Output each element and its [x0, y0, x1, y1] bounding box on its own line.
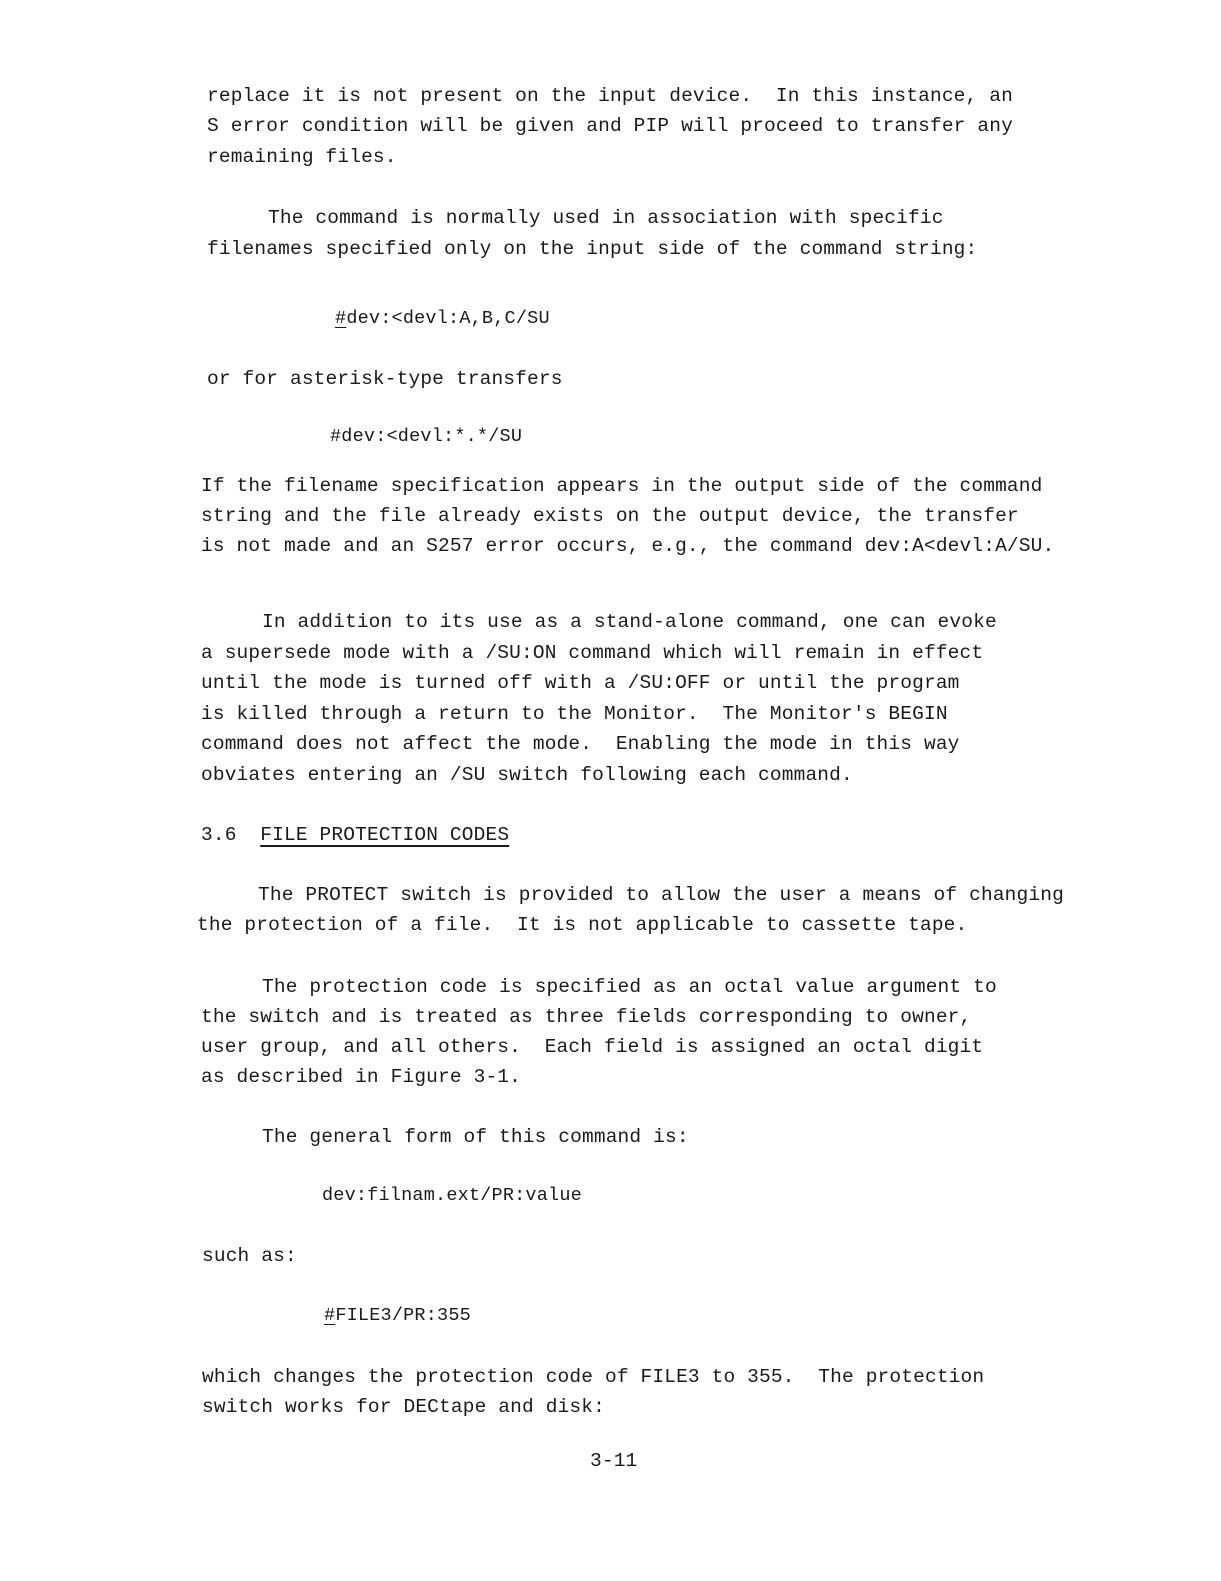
section-heading [201, 820, 509, 850]
command-text: FILE3/PR:355 [335, 1305, 471, 1326]
paragraph-line: string and the file already exists on the output device, the transfer [201, 505, 1019, 527]
paragraph-line: filenames specified only on the input side of the command string: [207, 238, 978, 260]
paragraph-line: until the mode is turned off with a /SU:OFF or until the program [201, 672, 960, 694]
paragraph-line: S error condition will be given and PIP will proceed to transfer any [207, 115, 1013, 137]
command-text: dev:<devl:A,B,C/SU [346, 308, 550, 329]
paragraph-line: is not made and an S257 error occurs, e.g., the command dev:A<devl:A/SU. [201, 535, 1055, 557]
paragraph-line: is killed through a return to the Monitor. The Monitor's BEGIN [201, 703, 948, 725]
page-number: 3-11 [590, 1450, 638, 1472]
paragraph-line: replace it is not present on the input device. In this instance, an [207, 85, 1013, 107]
paragraph-line: obviates entering an /SU switch following each command. [201, 764, 853, 786]
command-example: dev:filnam.ext/PR:value [322, 1185, 582, 1206]
paragraph-line: The PROTECT switch is provided to allow the user a means of changing [258, 884, 1064, 906]
command-example: #dev:<devl:*.*/SU [330, 426, 523, 447]
paragraph-line: The general form of this command is: [262, 1126, 689, 1148]
prompt-symbol: # [335, 308, 347, 329]
section-title: FILE PROTECTION CODES [260, 824, 510, 846]
paragraph-line: the protection of a file. It is not applicable to cassette tape. [197, 914, 968, 936]
paragraph-line: switch works for DECtape and disk: [202, 1396, 605, 1418]
paragraph-line: If the filename specification appears in the output side of the command [201, 475, 1043, 497]
paragraph-line: which changes the protection code of FILE3 to 355. The protection [202, 1366, 985, 1388]
command-example [324, 1301, 471, 1331]
paragraph-line: remaining files. [207, 146, 397, 168]
paragraph-line: the switch and is treated as three fields corresponding to owner, [201, 1006, 972, 1028]
paragraph-line: a supersede mode with a /SU:ON command which will remain in effect [201, 642, 984, 664]
paragraph-line: such as: [202, 1245, 297, 1267]
paragraph-line: user group, and all others. Each field is assigned an octal digit [201, 1036, 984, 1058]
paragraph-line: command does not affect the mode. Enabling the mode in this way [201, 733, 960, 755]
paragraph-line: In addition to its use as a stand-alone command, one can evoke [262, 611, 997, 633]
paragraph-line: The command is normally used in association with specific [268, 207, 944, 229]
paragraph-line: or for asterisk-type transfers [207, 368, 563, 390]
paragraph-line: as described in Figure 3-1. [201, 1066, 522, 1088]
paragraph-line: The protection code is specified as an octal value argument to [262, 976, 997, 998]
command-example [335, 304, 550, 334]
prompt-symbol: # [324, 1305, 336, 1326]
section-number: 3.6 [201, 824, 237, 846]
